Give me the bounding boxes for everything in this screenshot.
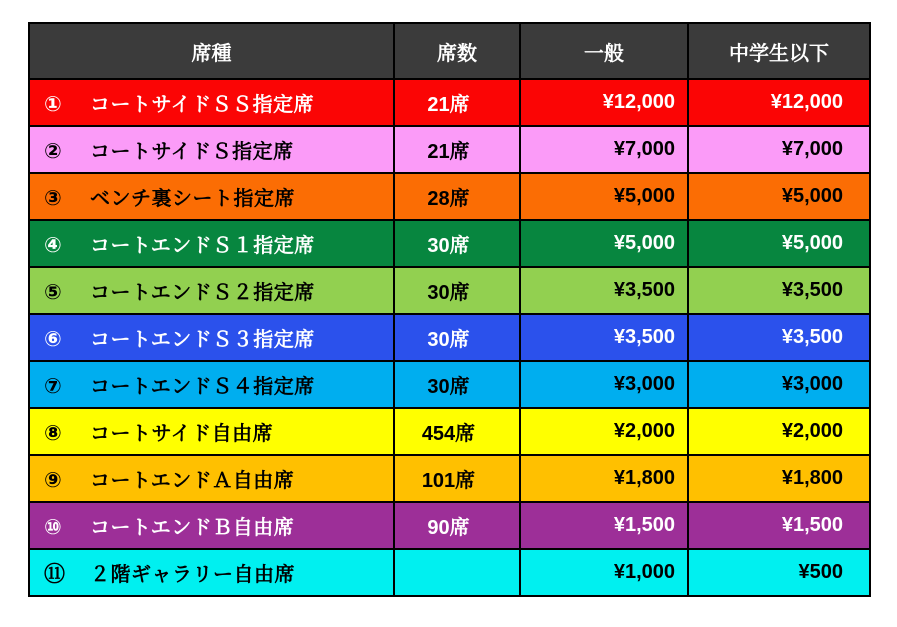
seat-type-cell	[29, 267, 394, 314]
seat-type-label: コートエンドＳ４指定席	[90, 376, 315, 398]
seat-type-label: コートサイドＳ指定席	[90, 141, 294, 163]
general-price-cell: ¥1,800	[520, 455, 688, 502]
row-number: ①	[44, 93, 62, 116]
seat-type-cell	[29, 126, 394, 173]
seat-type-cell	[29, 79, 394, 126]
header-seat-count: 席数	[394, 23, 520, 79]
row-number: ⑧	[44, 422, 62, 445]
general-price-cell: ¥3,500	[520, 314, 688, 361]
seat-type-label: コートサイド自由席	[90, 423, 274, 445]
table-row	[29, 361, 870, 408]
junior-price-cell: ¥3,500	[688, 314, 870, 361]
seat-type-label: ２階ギャラリー自由席	[90, 563, 295, 586]
junior-price-cell: ¥12,000	[688, 79, 870, 126]
general-price-cell: ¥2,000	[520, 408, 688, 455]
seat-type-cell	[29, 455, 394, 502]
seat-count-cell: 30席	[394, 220, 520, 267]
junior-price-cell: ¥3,500	[688, 267, 870, 314]
row-number: ④	[44, 234, 62, 257]
row-number: ⑪	[44, 562, 65, 586]
general-price-cell: ¥7,000	[520, 126, 688, 173]
seat-type-label: コートエンドＳ１指定席	[90, 235, 315, 257]
seat-count-cell: 21席	[394, 79, 520, 126]
general-price-cell: ¥5,000	[520, 173, 688, 220]
row-number: ③	[44, 187, 62, 210]
seat-type-cell	[29, 361, 394, 408]
table-row	[29, 408, 870, 455]
header-general-price: 一般	[520, 23, 688, 79]
row-number: ⑥	[44, 328, 62, 351]
seat-type-label: ベンチ裏シート指定席	[90, 188, 295, 210]
seat-type-label: コートエンドＢ自由席	[90, 517, 295, 539]
seat-count-cell: 30席	[394, 267, 520, 314]
table-header-row	[29, 23, 870, 79]
table-row	[29, 267, 870, 314]
seat-type-label: コートエンドＡ自由席	[90, 470, 295, 492]
seat-count-cell	[394, 549, 520, 596]
table-row	[29, 79, 870, 126]
seat-count-cell: 21席	[394, 126, 520, 173]
seat-type-cell	[29, 220, 394, 267]
table-row	[29, 549, 870, 596]
junior-price-cell: ¥3,000	[688, 361, 870, 408]
general-price-cell: ¥1,500	[520, 502, 688, 549]
table-row	[29, 314, 870, 361]
row-number: ⑨	[44, 469, 62, 492]
row-number: ⑦	[44, 375, 62, 398]
general-price-cell: ¥3,000	[520, 361, 688, 408]
header-junior-price: 中学生以下	[688, 23, 870, 79]
junior-price-cell: ¥5,000	[688, 220, 870, 267]
junior-price-cell: ¥500	[688, 549, 870, 596]
seat-count-cell: 28席	[394, 173, 520, 220]
seat-count-cell: 30席	[394, 314, 520, 361]
row-number: ⑩	[44, 516, 62, 539]
junior-price-cell: ¥5,000	[688, 173, 870, 220]
seat-type-cell	[29, 408, 394, 455]
seat-type-label: コートエンドＳ３指定席	[90, 329, 315, 351]
row-number: ⑤	[44, 281, 62, 304]
seat-count-cell: 30席	[394, 361, 520, 408]
table-row	[29, 502, 870, 549]
seat-count-cell: 90席	[394, 502, 520, 549]
seat-type-label: コートエンドＳ２指定席	[90, 282, 315, 304]
general-price-cell: ¥3,500	[520, 267, 688, 314]
junior-price-cell: ¥1,500	[688, 502, 870, 549]
junior-price-cell: ¥1,800	[688, 455, 870, 502]
junior-price-cell: ¥2,000	[688, 408, 870, 455]
table-row	[29, 455, 870, 502]
general-price-cell: ¥5,000	[520, 220, 688, 267]
table-row	[29, 173, 870, 220]
seat-count-cell: 101席	[394, 455, 520, 502]
junior-price-cell: ¥7,000	[688, 126, 870, 173]
seat-count-cell: 454席	[394, 408, 520, 455]
seat-price-table	[28, 22, 871, 597]
table-row	[29, 126, 870, 173]
table-row	[29, 220, 870, 267]
seat-type-cell	[29, 314, 394, 361]
general-price-cell: ¥12,000	[520, 79, 688, 126]
seat-type-cell	[29, 549, 394, 596]
seat-type-label: コートサイドＳＳ指定席	[90, 94, 315, 116]
header-seat-type: 席種	[29, 23, 394, 79]
general-price-cell: ¥1,000	[520, 549, 688, 596]
seat-type-cell	[29, 502, 394, 549]
seat-type-cell	[29, 173, 394, 220]
row-number: ②	[44, 140, 62, 163]
